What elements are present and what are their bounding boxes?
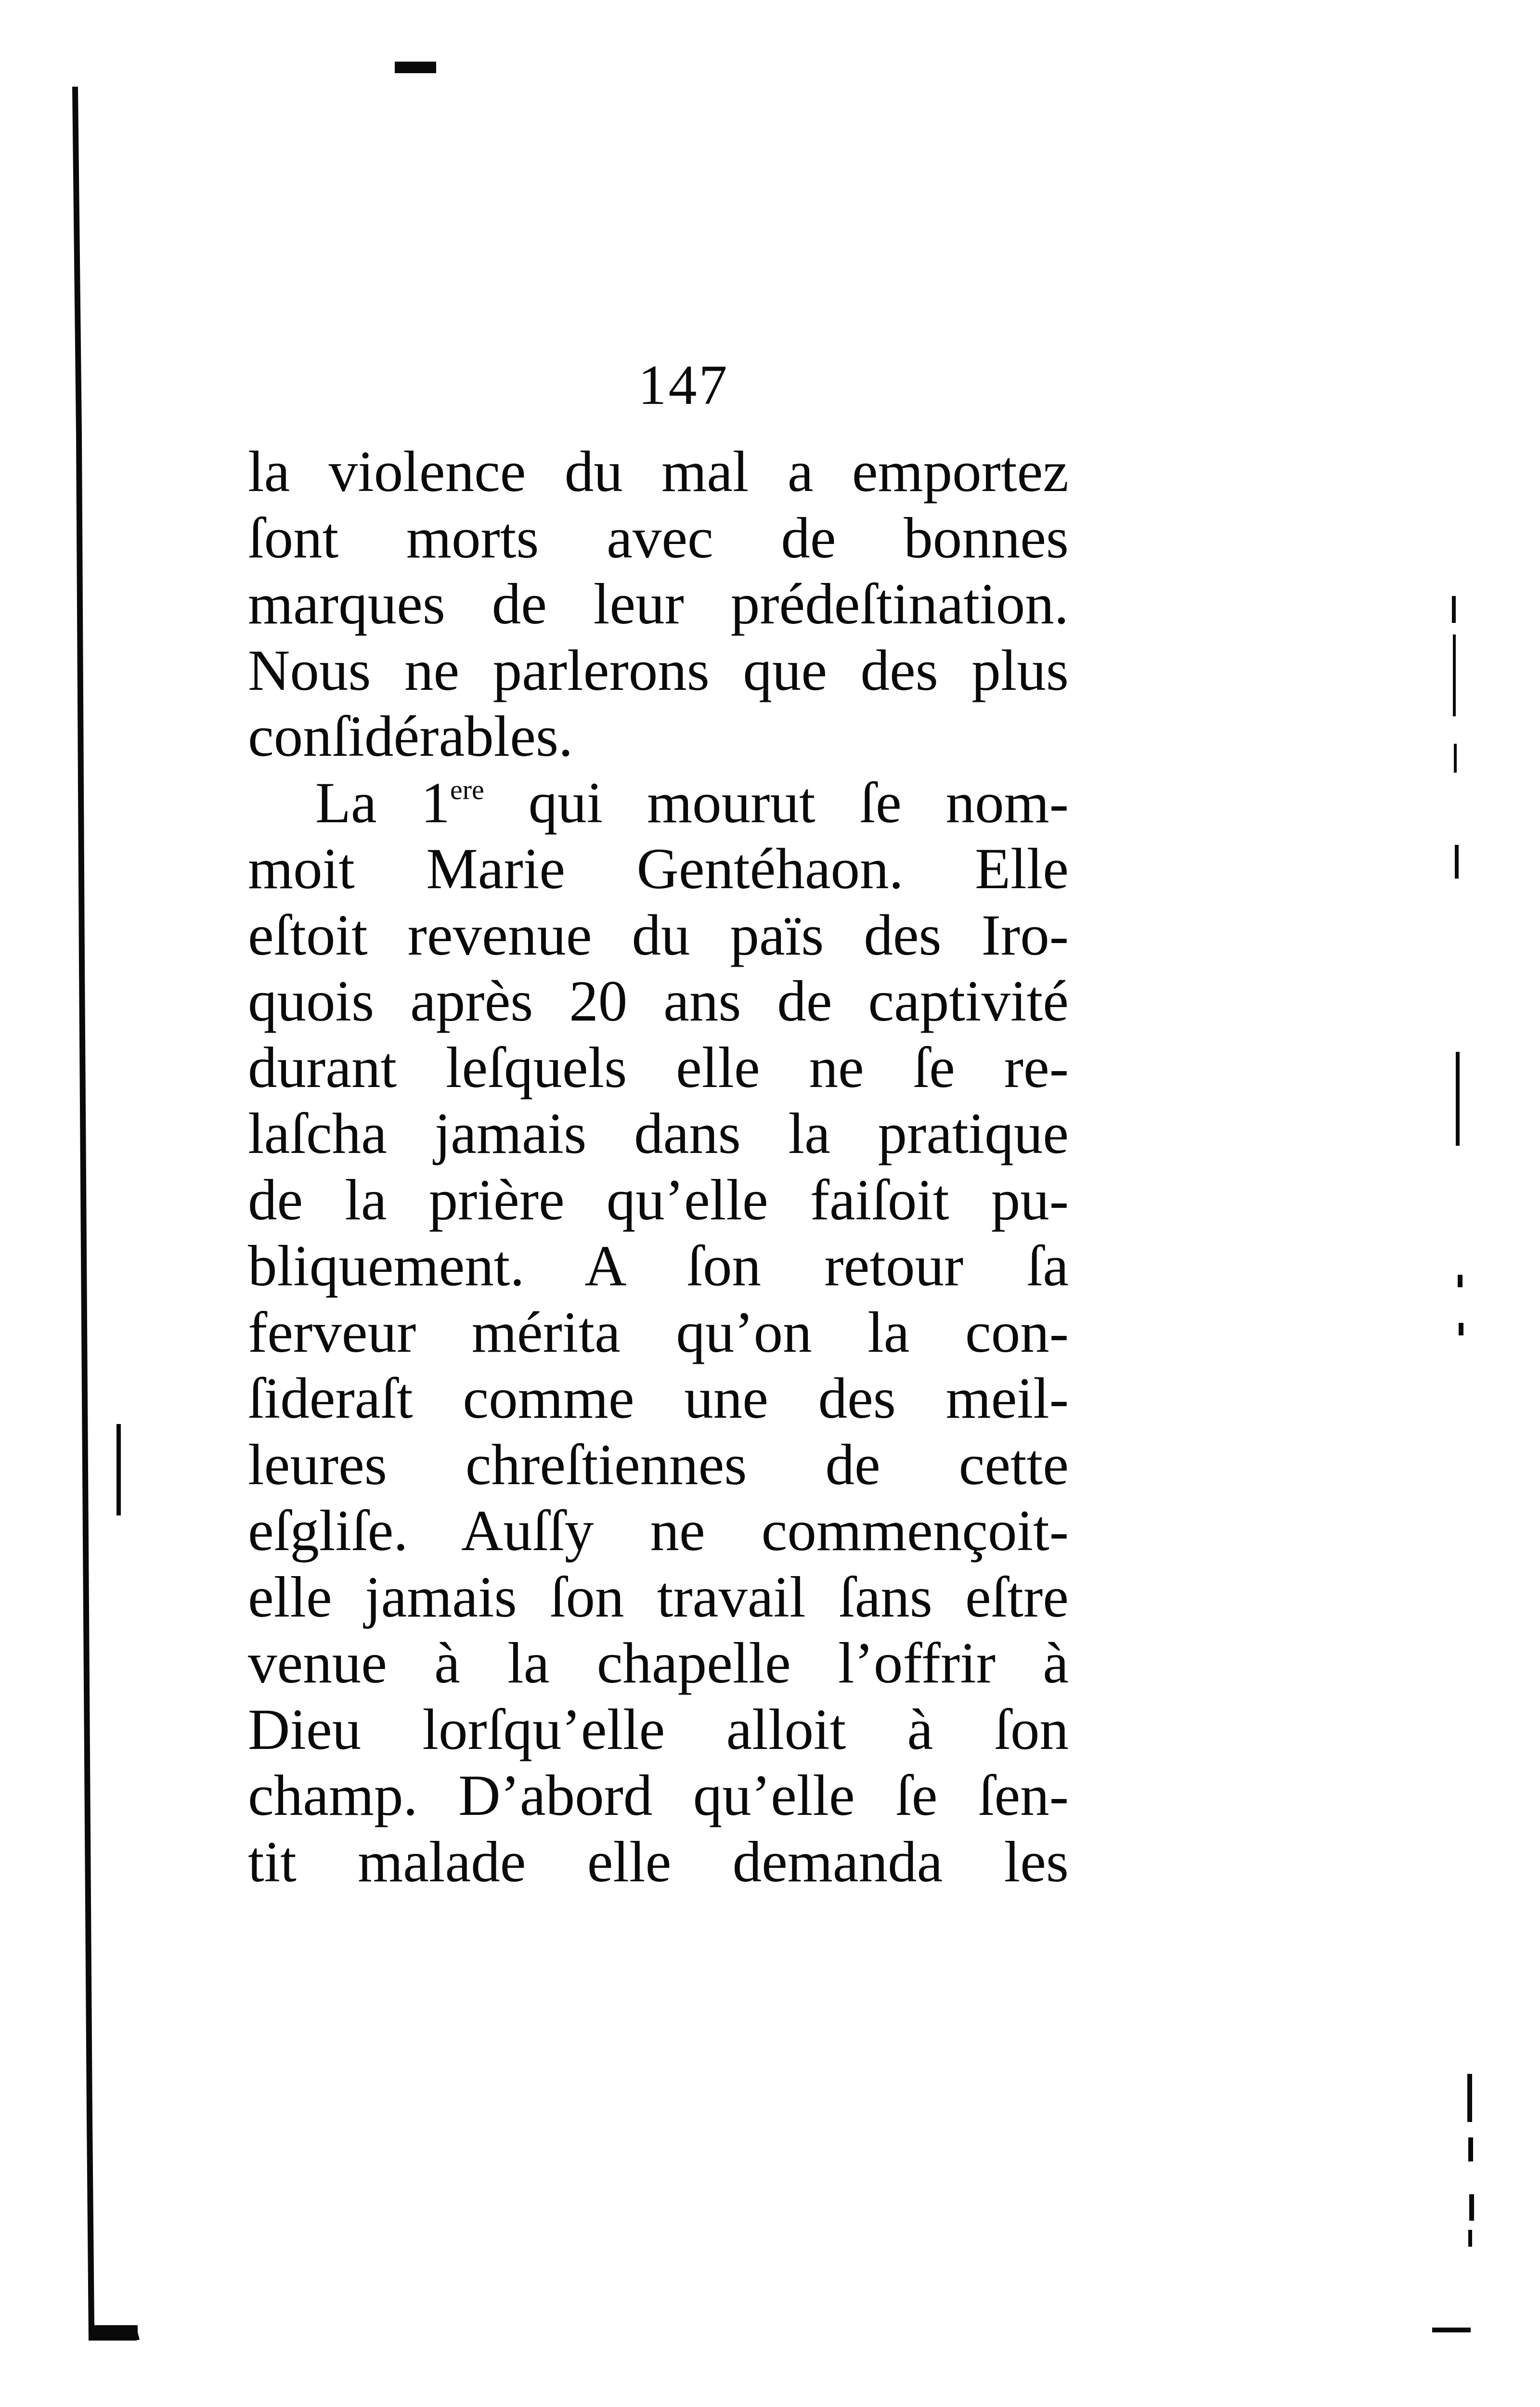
text-line: moit Marie Gentéhaon. Elle (248, 837, 1069, 901)
page-number: 147 (638, 353, 729, 416)
body-text (248, 439, 1069, 1895)
text-line: laſcha jamais dans la pratique (248, 1101, 1069, 1166)
paragraph-1 (248, 439, 1069, 770)
text-line: quois après 20 ans de captivité (248, 969, 1069, 1034)
text-line: marques de leur prédeſtination. (248, 572, 1069, 636)
line-start: La 1 (315, 770, 450, 835)
text-line: conſidérables. (248, 704, 573, 769)
text-line: bliquement. A ſon retour ſa (248, 1234, 1069, 1298)
text-line: ferveur mérita qu’on la con- (248, 1300, 1069, 1365)
text-line (248, 770, 1069, 837)
right-edge-marks (1432, 596, 1474, 2332)
line-rest: qui mourut ſe nom- (484, 770, 1069, 835)
paragraph-2 (248, 770, 1069, 1896)
text-line: Nous ne parlerons que des plus (248, 638, 1069, 703)
text-line: tit malade elle demanda les (248, 1829, 1069, 1894)
top-edge-mark (395, 62, 436, 73)
text-line: ſideraſt comme une des meil- (248, 1366, 1069, 1431)
text-line: la violence du mal a emportez (248, 440, 1069, 504)
text-line: ſont morts avec de bonnes (248, 505, 1069, 570)
text-line: eſgliſe. Auſſy ne commençoit- (248, 1499, 1069, 1563)
text-line: de la prière qu’elle faiſoit pu- (248, 1167, 1069, 1232)
left-page-edge (72, 87, 140, 2341)
text-line: champ. D’abord qu’elle ſe ſen- (248, 1763, 1069, 1828)
text-line: venue à la chapelle l’offrir à (248, 1631, 1069, 1695)
text-line: eſtoit revenue du païs des Iro- (248, 903, 1069, 968)
text-line: leures chreſtiennes de cette (248, 1432, 1069, 1497)
text-line: elle jamais ſon travail ſans eſtre (248, 1565, 1069, 1630)
text-line: durant leſquels elle ne ſe re- (248, 1035, 1069, 1100)
ordinal-superscript: ere (450, 774, 484, 805)
text-line: Dieu lorſqu’elle alloit à ſon (248, 1697, 1069, 1762)
